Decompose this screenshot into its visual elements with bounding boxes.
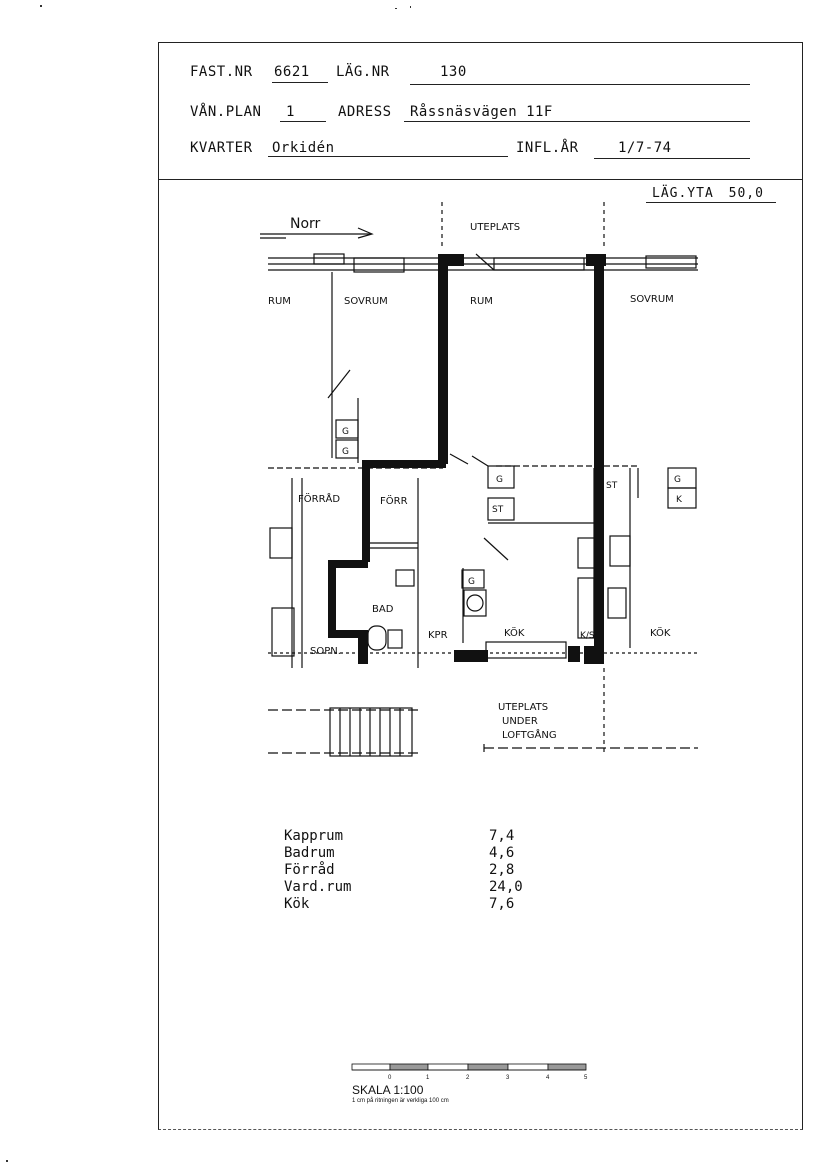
room-row	[284, 862, 544, 879]
stove-ring	[467, 595, 483, 611]
van-plan-underline	[280, 121, 326, 122]
scan-speck	[410, 6, 411, 8]
st-label: ST	[606, 481, 618, 491]
scale-segment	[390, 1064, 428, 1070]
scale-segment	[508, 1064, 548, 1070]
area-value: 50,0	[728, 186, 764, 201]
fast-nr-value: 6621	[274, 64, 310, 80]
scale-segment	[352, 1064, 390, 1070]
apartment-wall	[584, 646, 604, 664]
scale-tick: 0	[388, 1075, 392, 1081]
door-swing	[472, 456, 488, 466]
apartment-wall	[586, 254, 606, 266]
scan-speck	[395, 8, 397, 9]
k-label: K	[676, 495, 682, 505]
infl-ar-value: 1/7-74	[618, 140, 672, 156]
scale-graphic	[346, 1058, 596, 1082]
room-name: Badrum	[284, 845, 335, 861]
wall-fragment	[272, 608, 294, 656]
room-area: 7,6	[489, 896, 515, 912]
room-row	[284, 828, 544, 845]
cupboard	[608, 588, 626, 618]
forrad-label: FÖRRÅD	[298, 494, 341, 505]
apartment-wall	[358, 630, 368, 664]
kvarter-value: Orkidén	[272, 140, 335, 156]
door-swing	[484, 538, 508, 560]
g-label: G	[468, 577, 475, 587]
apartment-wall	[438, 254, 448, 464]
van-plan-value: 1	[286, 104, 295, 120]
room-name: Kapprum	[284, 828, 344, 844]
room-name: Vard.rum	[284, 879, 352, 895]
apartment-wall	[362, 460, 446, 468]
bad-label: BAD	[372, 604, 394, 615]
g-label: G	[342, 427, 349, 437]
door-swing	[476, 254, 494, 270]
infl-ar-label: INFL.ÅR	[516, 140, 579, 156]
forr-label: FÖRR	[380, 496, 408, 507]
lag-nr-value: 130	[440, 64, 467, 80]
rum-left-label: RUM	[268, 296, 291, 307]
kpr-label: KPR	[428, 630, 448, 641]
wall-fragment	[270, 528, 292, 558]
cupboard	[668, 488, 696, 508]
sovrum-left-label: SOVRUM	[344, 296, 388, 307]
scan-speck	[40, 5, 42, 7]
scale-tick: 2	[466, 1075, 470, 1081]
room-name: Förråd	[284, 862, 335, 878]
scale-tick: 1	[426, 1075, 430, 1081]
apartment-wall	[362, 460, 370, 562]
scale-title: SKALA 1:100	[352, 1083, 424, 1097]
scale-bar	[346, 1058, 596, 1108]
bath-fixture	[396, 570, 414, 586]
sovrum-right-label: SOVRUM	[630, 294, 674, 305]
wall-fragment	[610, 536, 630, 566]
toilet	[368, 626, 386, 650]
room-area: 24,0	[489, 879, 523, 895]
fast-nr-label: FAST.NR	[190, 64, 253, 80]
g-label: G	[496, 475, 503, 485]
adress-value: Råssnäsvägen 11F	[410, 104, 553, 120]
fridge	[578, 578, 594, 638]
washbasin	[388, 630, 402, 648]
door-swing	[450, 454, 468, 464]
scale-tick: 4	[546, 1075, 550, 1081]
rum-main-label: RUM	[470, 296, 493, 307]
counter	[486, 642, 566, 658]
kvarter-label: KVARTER	[190, 140, 253, 156]
scale-tick: 3	[506, 1075, 510, 1081]
room-area: 7,4	[489, 828, 515, 844]
sopn-label: SOPN.	[310, 646, 341, 657]
ks-label: K/S	[580, 631, 595, 641]
kvarter-underline	[268, 156, 508, 157]
infl-ar-underline	[594, 158, 750, 159]
kok-main-label: KÖK	[504, 628, 525, 639]
apartment-wall	[438, 254, 464, 266]
adress-label: ADRESS	[338, 104, 392, 120]
north-label: Norr	[290, 216, 321, 232]
apartment-wall	[328, 560, 336, 636]
g-label: G	[342, 447, 349, 457]
area-label: LÄG.YTA	[652, 186, 714, 201]
scale-tick: 5	[584, 1075, 588, 1081]
uteplats-top-label: UTEPLATS	[470, 222, 521, 233]
scan-speck	[6, 1160, 8, 1162]
uteplats-bottom-label: LOFTGÅNG	[502, 730, 557, 741]
room-area: 2,8	[489, 862, 515, 878]
room-area: 4,6	[489, 845, 515, 861]
van-plan-label: VÅN.PLAN	[190, 104, 262, 120]
room-row	[284, 879, 544, 896]
fast-nr-underline	[272, 82, 328, 83]
lag-nr-underline	[410, 84, 750, 85]
window	[314, 254, 344, 264]
g-label: G	[674, 475, 681, 485]
room-area-list	[284, 828, 544, 913]
kok-right-label: KÖK	[650, 628, 671, 639]
apartment-wall	[568, 646, 580, 662]
header-divider	[159, 179, 802, 180]
scale-segment	[548, 1064, 586, 1070]
north-arrow-head	[358, 228, 372, 238]
floor-plan	[258, 198, 708, 766]
uteplats-bottom-label: UTEPLATS	[498, 702, 549, 713]
scale-note: 1 cm på ritningen är verkliga 100 cm	[352, 1098, 449, 1104]
scale-segment	[428, 1064, 468, 1070]
adress-underline	[404, 121, 750, 122]
apartment-wall	[454, 650, 488, 662]
apartment-wall	[594, 254, 604, 664]
cupboard	[578, 538, 596, 568]
door-swing	[328, 370, 350, 398]
uteplats-bottom-label: UNDER	[502, 716, 538, 727]
room-row	[284, 896, 544, 913]
scale-segment	[468, 1064, 508, 1070]
room-row	[284, 845, 544, 862]
cupboard	[668, 468, 696, 488]
st-label: ST	[492, 505, 504, 515]
lag-nr-label: LÄG.NR	[336, 64, 390, 80]
room-name: Kök	[284, 896, 310, 912]
